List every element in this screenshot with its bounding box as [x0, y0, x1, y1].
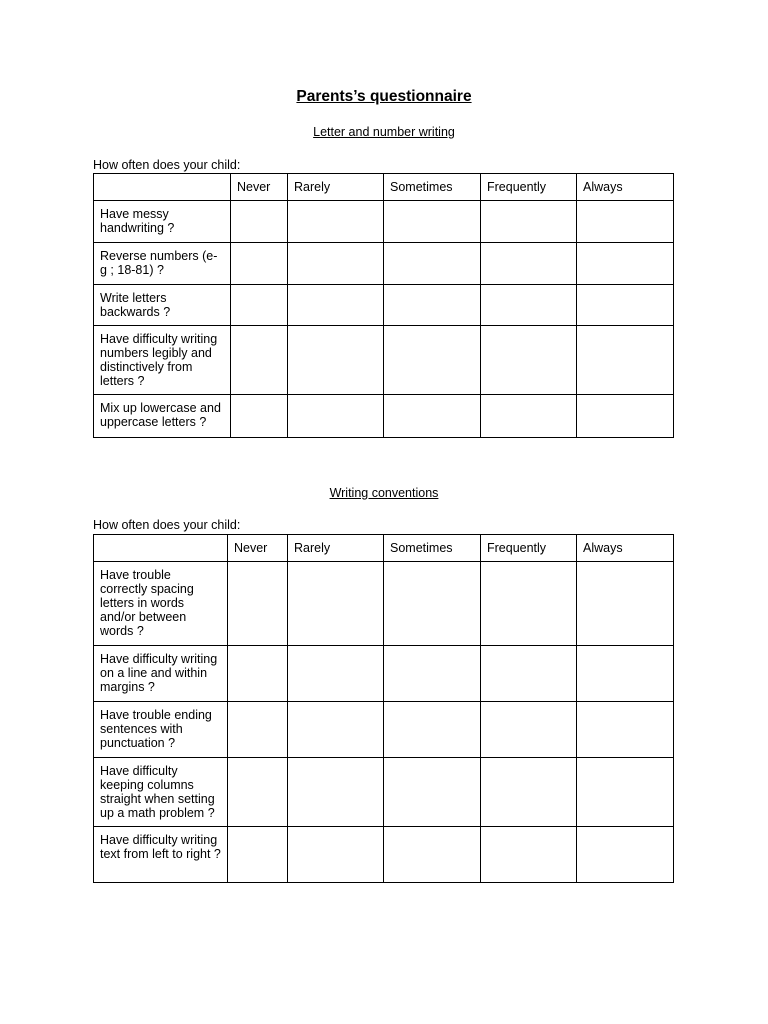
answer-cell-always[interactable]	[577, 702, 674, 758]
header-blank-cell	[94, 535, 228, 562]
answer-cell-rarely[interactable]	[288, 285, 384, 326]
section-heading-writing-conventions: Writing conventions	[329, 486, 439, 500]
answer-cell-never[interactable]	[228, 827, 288, 883]
question-label: Have messy handwriting ?	[94, 201, 231, 243]
question-label: Have difficulty writing on a line and within margins ?	[94, 646, 228, 702]
table-row	[94, 285, 674, 326]
table-row	[94, 646, 674, 702]
answer-cell-sometimes[interactable]	[384, 702, 481, 758]
table-row	[94, 201, 674, 243]
answer-cell-rarely[interactable]	[288, 243, 384, 285]
answer-cell-never[interactable]	[231, 395, 288, 438]
question-label: Have difficulty writing text from left to right ?	[94, 827, 228, 883]
answer-cell-sometimes[interactable]	[384, 243, 481, 285]
column-header-frequently: Frequently	[481, 174, 577, 201]
column-header-always: Always	[577, 174, 674, 201]
answer-cell-sometimes[interactable]	[384, 326, 481, 395]
column-header-sometimes: Sometimes	[384, 535, 481, 562]
answer-cell-never[interactable]	[231, 243, 288, 285]
page-title: Parents’s questionnaire	[296, 88, 472, 105]
column-header-frequently: Frequently	[481, 535, 577, 562]
table-row	[94, 395, 674, 438]
answer-cell-frequently[interactable]	[481, 562, 577, 646]
table-row	[94, 243, 674, 285]
answer-cell-sometimes[interactable]	[384, 758, 481, 827]
column-header-never: Never	[228, 535, 288, 562]
answer-cell-sometimes[interactable]	[384, 827, 481, 883]
answer-cell-always[interactable]	[577, 646, 674, 702]
table-header-row	[94, 535, 674, 562]
header-blank-cell	[94, 174, 231, 201]
answer-cell-frequently[interactable]	[481, 395, 577, 438]
table-row	[94, 562, 674, 646]
answer-cell-rarely[interactable]	[288, 395, 384, 438]
table-row	[94, 758, 674, 827]
question-label: Reverse numbers (e-g ; 18-81) ?	[94, 243, 231, 285]
question-label: Have difficulty keeping columns straight when setting up a math problem ?	[94, 758, 228, 827]
answer-cell-never[interactable]	[231, 285, 288, 326]
answer-cell-frequently[interactable]	[481, 243, 577, 285]
table-row	[94, 702, 674, 758]
answer-cell-frequently[interactable]	[481, 827, 577, 883]
answer-cell-frequently[interactable]	[481, 702, 577, 758]
answer-cell-always[interactable]	[577, 395, 674, 438]
answer-cell-rarely[interactable]	[288, 702, 384, 758]
answer-cell-always[interactable]	[577, 201, 674, 243]
questionnaire-table-writing-conventions	[93, 534, 674, 883]
column-header-sometimes: Sometimes	[384, 174, 481, 201]
answer-cell-always[interactable]	[577, 285, 674, 326]
answer-cell-never[interactable]	[228, 758, 288, 827]
answer-cell-never[interactable]	[228, 702, 288, 758]
question-label: Have trouble ending sentences with punctuation ?	[94, 702, 228, 758]
answer-cell-rarely[interactable]	[288, 758, 384, 827]
answer-cell-always[interactable]	[577, 758, 674, 827]
question-label: Have trouble correctly spacing letters in words and/or between words ?	[94, 562, 228, 646]
question-label: Have difficulty writing numbers legibly and distinctively from letters ?	[94, 326, 231, 395]
answer-cell-frequently[interactable]	[481, 758, 577, 827]
answer-cell-sometimes[interactable]	[384, 646, 481, 702]
answer-cell-rarely[interactable]	[288, 562, 384, 646]
column-header-rarely: Rarely	[288, 535, 384, 562]
table-header-row	[94, 174, 674, 201]
column-header-rarely: Rarely	[288, 174, 384, 201]
question-label: Mix up lowercase and uppercase letters ?	[94, 395, 231, 438]
question-label: Write letters backwards ?	[94, 285, 231, 326]
answer-cell-always[interactable]	[577, 827, 674, 883]
column-header-always: Always	[577, 535, 674, 562]
answer-cell-sometimes[interactable]	[384, 562, 481, 646]
answer-cell-frequently[interactable]	[481, 201, 577, 243]
section-prompt: How often does your child:	[93, 518, 241, 532]
answer-cell-rarely[interactable]	[288, 201, 384, 243]
answer-cell-never[interactable]	[228, 562, 288, 646]
answer-cell-rarely[interactable]	[288, 326, 384, 395]
questionnaire-table-letter-number-writing	[93, 173, 674, 438]
table-row	[94, 827, 674, 883]
answer-cell-sometimes[interactable]	[384, 395, 481, 438]
section-heading-letter-number-writing: Letter and number writing	[313, 125, 455, 139]
section-prompt: How often does your child:	[93, 158, 241, 172]
answer-cell-frequently[interactable]	[481, 285, 577, 326]
answer-cell-never[interactable]	[228, 646, 288, 702]
answer-cell-sometimes[interactable]	[384, 201, 481, 243]
answer-cell-sometimes[interactable]	[384, 285, 481, 326]
answer-cell-never[interactable]	[231, 326, 288, 395]
column-header-never: Never	[231, 174, 288, 201]
answer-cell-frequently[interactable]	[481, 326, 577, 395]
answer-cell-always[interactable]	[577, 326, 674, 395]
answer-cell-never[interactable]	[231, 201, 288, 243]
answer-cell-always[interactable]	[577, 243, 674, 285]
answer-cell-rarely[interactable]	[288, 827, 384, 883]
table-row	[94, 326, 674, 395]
answer-cell-always[interactable]	[577, 562, 674, 646]
answer-cell-rarely[interactable]	[288, 646, 384, 702]
answer-cell-frequently[interactable]	[481, 646, 577, 702]
